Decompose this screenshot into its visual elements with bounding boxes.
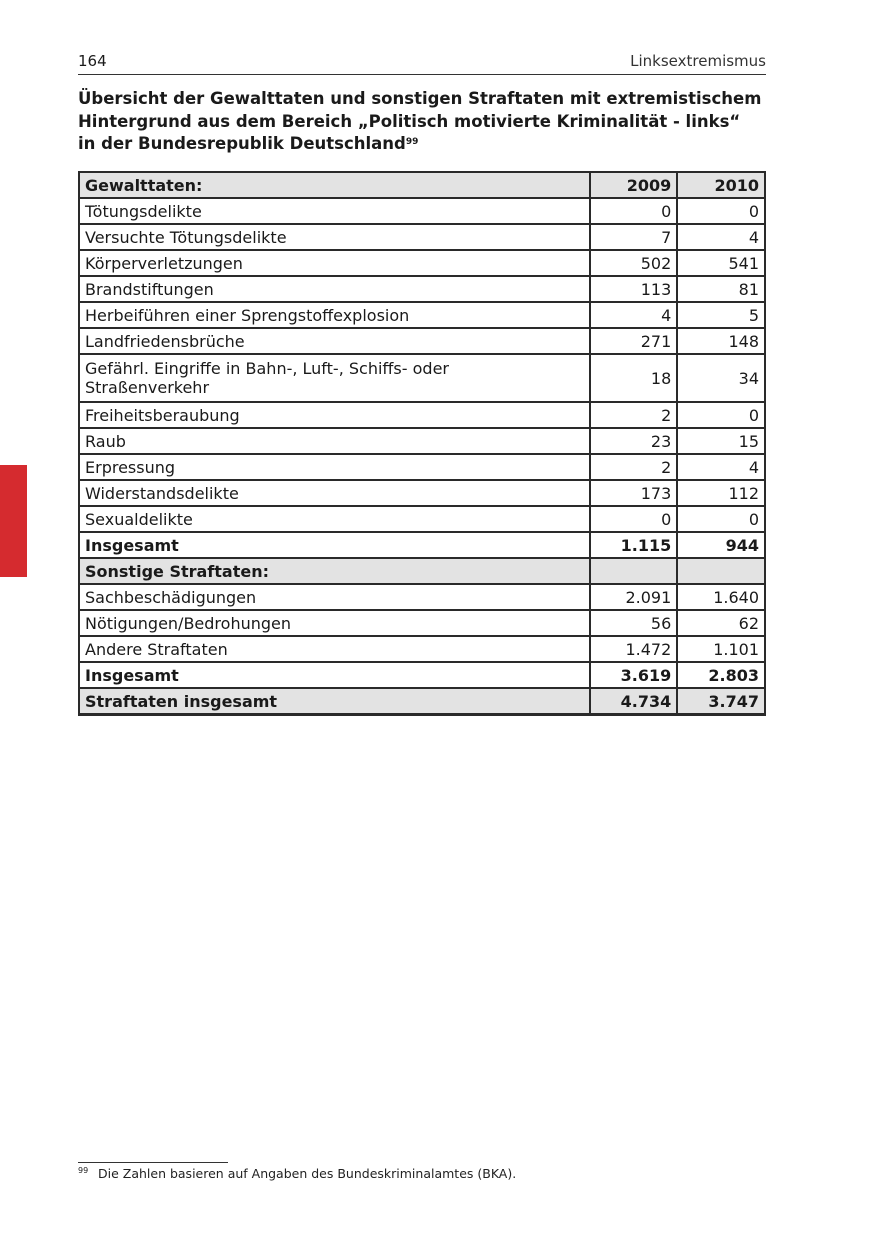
value-2010: 112 xyxy=(677,480,765,506)
value-2010: 15 xyxy=(677,428,765,454)
row-label: Brandstiftungen xyxy=(79,276,590,302)
table-row xyxy=(79,506,765,532)
row-label: Tötungsdelikte xyxy=(79,198,590,224)
value-2009: 2009 xyxy=(590,172,678,198)
table-row xyxy=(79,428,765,454)
page-number: 164 xyxy=(78,52,107,70)
value-2009: 2.091 xyxy=(590,584,678,610)
table-row xyxy=(79,610,765,636)
title-line-3-text: in der Bundesrepublik Deutschland xyxy=(78,134,406,153)
value-2009: 502 xyxy=(590,250,678,276)
row-label: Freiheitsberaubung xyxy=(79,402,590,428)
table-row xyxy=(79,198,765,224)
value-2009: 0 xyxy=(590,198,678,224)
table-body xyxy=(79,172,765,715)
value-2009: 23 xyxy=(590,428,678,454)
value-2009: 56 xyxy=(590,610,678,636)
value-2010: 62 xyxy=(677,610,765,636)
row-label-line-2: Straßenverkehr xyxy=(85,378,210,397)
row-label: Sonstige Straftaten: xyxy=(79,558,590,584)
value-2009: 18 xyxy=(590,354,678,402)
table-row xyxy=(79,172,765,198)
value-2009: 271 xyxy=(590,328,678,354)
table-row xyxy=(79,250,765,276)
table-row xyxy=(79,688,765,715)
page-header xyxy=(78,50,766,75)
row-label: Widerstandsdelikte xyxy=(79,480,590,506)
value-2010: 5 xyxy=(677,302,765,328)
table-row xyxy=(79,558,765,584)
table-row xyxy=(79,402,765,428)
table-row xyxy=(79,662,765,688)
row-label: Gewalttaten: xyxy=(79,172,590,198)
row-label: Körperverletzungen xyxy=(79,250,590,276)
crime-statistics-table xyxy=(78,171,766,716)
value-2010: 0 xyxy=(677,402,765,428)
footnote-text: Die Zahlen basieren auf Angaben des Bundeskriminalamtes (BKA). xyxy=(98,1166,517,1181)
title-line-2: Hintergrund aus dem Bereich „Politisch motivierte Kriminalität - links“ xyxy=(78,111,741,131)
row-label: Erpressung xyxy=(79,454,590,480)
footnote-divider xyxy=(78,1162,228,1163)
row-label: Insgesamt xyxy=(79,532,590,558)
row-label: Herbeiführen einer Sprengstoffexplosion xyxy=(79,302,590,328)
row-label: Andere Straftaten xyxy=(79,636,590,662)
value-2009: 4 xyxy=(590,302,678,328)
row-label: Versuchte Tötungsdelikte xyxy=(79,224,590,250)
value-2010: 4 xyxy=(677,224,765,250)
value-2009: 2 xyxy=(590,402,678,428)
value-2010: 1.640 xyxy=(677,584,765,610)
chapter-side-tab xyxy=(0,465,27,577)
table-row xyxy=(79,354,765,402)
footnote xyxy=(78,1166,516,1181)
value-2009: 4.734 xyxy=(590,688,678,715)
value-2010: 148 xyxy=(677,328,765,354)
row-label: Straftaten insgesamt xyxy=(79,688,590,715)
row-label-line-1: Gefährl. Eingriffe in Bahn-, Luft-, Schiffs- oder xyxy=(85,359,449,378)
row-label: Nötigungen/Bedrohungen xyxy=(79,610,590,636)
value-2009: 1.472 xyxy=(590,636,678,662)
value-2009: 1.115 xyxy=(590,532,678,558)
footnote-mark: 99 xyxy=(78,1166,89,1175)
value-2009: 0 xyxy=(590,506,678,532)
row-label xyxy=(79,354,590,402)
value-2009: 173 xyxy=(590,480,678,506)
value-2010: 541 xyxy=(677,250,765,276)
value-2010: 3.747 xyxy=(677,688,765,715)
table-row xyxy=(79,224,765,250)
value-2010: 2010 xyxy=(677,172,765,198)
value-2010: 34 xyxy=(677,354,765,402)
table-title xyxy=(78,88,768,156)
value-2010: 0 xyxy=(677,198,765,224)
table-row xyxy=(79,276,765,302)
value-2010: 1.101 xyxy=(677,636,765,662)
title-line-1: Übersicht der Gewalttaten und sonstigen Straftaten mit extremistischem xyxy=(78,89,762,108)
row-label: Landfriedensbrüche xyxy=(79,328,590,354)
row-label: Sexualdelikte xyxy=(79,506,590,532)
value-2009: 2 xyxy=(590,454,678,480)
title-footnote-ref: 99 xyxy=(405,137,419,147)
value-2009: 7 xyxy=(590,224,678,250)
value-2010: 4 xyxy=(677,454,765,480)
row-label: Sachbeschädigungen xyxy=(79,584,590,610)
value-2009: 3.619 xyxy=(590,662,678,688)
row-label: Insgesamt xyxy=(79,662,590,688)
value-2010: 81 xyxy=(677,276,765,302)
table-row xyxy=(79,584,765,610)
value-2010: 2.803 xyxy=(677,662,765,688)
table-row xyxy=(79,302,765,328)
table-row xyxy=(79,636,765,662)
table-row xyxy=(79,328,765,354)
value-2009: 113 xyxy=(590,276,678,302)
running-head: Linksextremismus xyxy=(630,52,766,70)
table-row xyxy=(79,480,765,506)
value-2010: 944 xyxy=(677,532,765,558)
value-2009 xyxy=(590,558,678,584)
table-row xyxy=(79,454,765,480)
table-row xyxy=(79,532,765,558)
row-label: Raub xyxy=(79,428,590,454)
value-2010 xyxy=(677,558,765,584)
value-2010: 0 xyxy=(677,506,765,532)
title-line-3 xyxy=(78,133,768,156)
